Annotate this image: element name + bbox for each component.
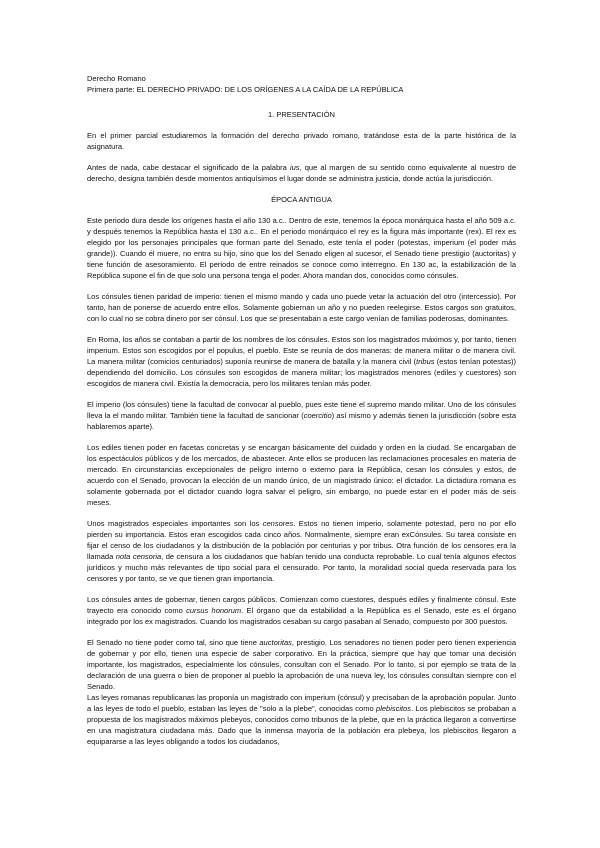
emphasis-term: censores [262, 519, 294, 528]
paragraph-text: . El órgano que da estabilidad a la República es el Senado, este es el órgano integrado por los ex magistrados. Cuando los magistrados cesaban su cargo pasaban al Senado, compuesto por 300 puestos. [87, 606, 517, 626]
paragraph-period [87, 215, 516, 281]
paragraph-text: . Los plebiscitos se probaban a propuesta de los magistrados máximos plebeyos, conocidos como tribunos de la plebe, que en la práctica llegaron a convertirse en una magistratura ciudadana más. Dado que la inmensa mayoría de la población era plebeya, los plebiscitos llegaron a equipararse a las leyes obligando a todos los ciudadanos, [87, 704, 516, 746]
paragraph-text: El imperio (los cónsules) tiene la facultad de convocar al pueblo, pues este tiene el supremo mando militar. Uno de los cónsules lleva la el mando militar. También tiene la facultad de sancionar ( [87, 400, 516, 420]
paragraph-text: (estos tenían potestas)) dependiendo del domicilio. Los cónsules son escogidos de manera militar; los magistrados menores (ediles y cuestores) son escogidos de manera civil. Existía la democracia, pero los militares tenían más poder. [87, 357, 517, 388]
paragraph-laws [87, 692, 516, 747]
emphasis-term: auctoritas [259, 638, 292, 647]
document-header [87, 73, 516, 95]
paragraph-text: ) así mismo y además tienen la jurisdicción (sobre esta hablaremos aparte). [87, 411, 516, 431]
paragraph-cursus-honorum [87, 594, 516, 627]
paragraph-text: , que al margen de su sentido como equivalente al nuestro de derecho, designa también desde momentos antiquísimos el lugar donde se administra justicia, donde actúa la jurisdicción. [87, 163, 516, 183]
paragraph-consuls [87, 291, 516, 324]
paragraph-populus [87, 334, 516, 389]
emphasis-term: tribus [416, 357, 435, 366]
paragraph-text: Los ediles tienen poder en facetas concretas y se encargan básicamente del cuidado y orden en la ciudad. Se encargaban de los espectáculos públicos y de los mercados, de abastecer. Ante ellos se producen las reclamaciones procesales en materia de mercado. En circunstancias excepcionales de peligro interno o externo para la República, cesan los cónsules y estos, de acuerdo con el Senado, provocan la elección de un mando único, de un magistrado único: el dictador. La dictadura romana es solamente gobernada por el dictador cuando logra salvar el peligro, sin embargo, no puede estar en el poder más de seis meses. [87, 443, 516, 507]
paragraph-imperium [87, 399, 516, 432]
emphasis-term: coercitio [303, 411, 332, 420]
paragraph-ius [87, 162, 516, 184]
paragraph-text: En Roma, los años se contaban a partir de los nombres de los cónsules. Estos son los magistrados máximos y, por tanto, tienen imperium. Estos son escogidos por el populus, el pueblo. Este se reunía de dos maneras: de manera militar o de manera civil. La manera militar (comicios centuriados) suponía reunirse de manera de batalla y la manera civil ( [87, 335, 516, 366]
section-title-antiquity: ÉPOCA ANTIGUA [271, 195, 332, 204]
paragraph-text: Las leyes romanas republicanas las proponía un magistrado con imperium (cónsul) y precisaban de la aprobación popular. Junto a las leyes de todo el pueblo, estaban las leyes de "solo a la plebe", conocidas como [87, 693, 516, 713]
paragraph-intro [87, 130, 516, 152]
emphasis-term: ius [289, 163, 300, 172]
emphasis-term: nota censoria [115, 552, 162, 561]
paragraph-text: . Estos no tienen imperio, solamente potestad, pero no por ello pierden su importancia. Estos eran escogidos cada cinco años. Normalmente, siempre eran exCónsules. Su tarea consiste en fijar el censo de los ciudadanos y la distribución de la población por centurias y por tribus. Otra función de los censores era la llamada [87, 519, 516, 561]
paragraph-text: Este periodo dura desde los orígenes hasta el año 130 a.c.. Dentro de este, tenemos la época monárquica hasta el año 509 a.c. y después tenemos la República hasta el 130 a.c.. En el periodo monárquico el rey es la figura más importante (rex). El rex es elegido por los personajes principales que forman parte del Senado, este tenía el poder (potestas, imperium (el poder más grande)). Cuando él muere, no entra su hijo, sino que los del Senado eligen al sucesor, el Senado tiene prestigio (auctoritas) y tiene función de asesoramiento. El periodo de entre reinados se conoce como interregno. En 130 ac, la estabilización de la República supone el fin de que solo una persona tenga el poder. Ahora mandan dos, conocidos como cónsules. [87, 216, 516, 280]
emphasis-term: cursus honorum [186, 606, 242, 615]
paragraph-text: Unos magistrados especiales importantes son los [87, 519, 263, 528]
paragraph-text: Los cónsules tienen paridad de imperio: tienen el mismo mando y cada uno puede vetar la actuación del otro (intercessio). Por tanto, han de ponerse de acuerdo entre ellos. Solamente gobiernan un año y no pueden reelegirse. Estos cargos son gratuitos, con lo cual no se cobra dinero por ser cónsul. Los que se presentaban a este cargo venían de familias poderosas, dominantes. [87, 292, 516, 323]
paragraph-censores [87, 518, 516, 584]
paragraph-text: Los cónsules antes de gobernar, tienen cargos públicos. Comienzan como cuestores, después ediles y finalmente cónsul. Este trayecto era conocido como [87, 595, 516, 615]
paragraph-text: En el primer parcial estudiaremos la formación del derecho privado romano, tratándose esta de la parte histórica de la asignatura. [87, 131, 516, 151]
paragraph-text: El Senado no tiene poder como tal, sino que tiene [87, 638, 260, 647]
paragraph-senate [87, 637, 516, 692]
course-title: Derecho Romano [87, 74, 146, 83]
paragraph-text: Antes de nada, cabe destacar el significado de la palabra [87, 163, 290, 172]
emphasis-term: plebiscitos [376, 704, 412, 713]
section-title-presentation: 1. PRESENTACIÓN [268, 110, 335, 119]
paragraph-ediles [87, 442, 516, 508]
paragraph-text: , prestigio. Los senadores no tienen poder pero tienen experiencia de gobernar y por ello, tienen una especie de saber corporativo. En la práctica, siempre que hay que tomar una decisión importante, los magistrados, especialmente los cónsules, consultan con el Senado. Por lo tanto, si por ejemplo se trata de la declaración de una guerra o bien de proponer al pueblo la aprobación de una nueva ley, los cónsules consultan siempre con el Senado. [87, 638, 516, 691]
part-title: Primera parte: EL DERECHO PRIVADO: DE LOS ORÍGENES A LA CAÍDA DE LA REPÚBLICA [87, 85, 404, 94]
paragraph-text: , de censura a los ciudadanos que habían tenido una conducta reprobable. Lo cual tenía algunos efectos jurídicos y mucho más relevantes de tipo social para el censurado. Por tanto, la moralidad social queda reservada para los censores y por tanto, se ve que tienen gran importancia. [87, 552, 516, 583]
